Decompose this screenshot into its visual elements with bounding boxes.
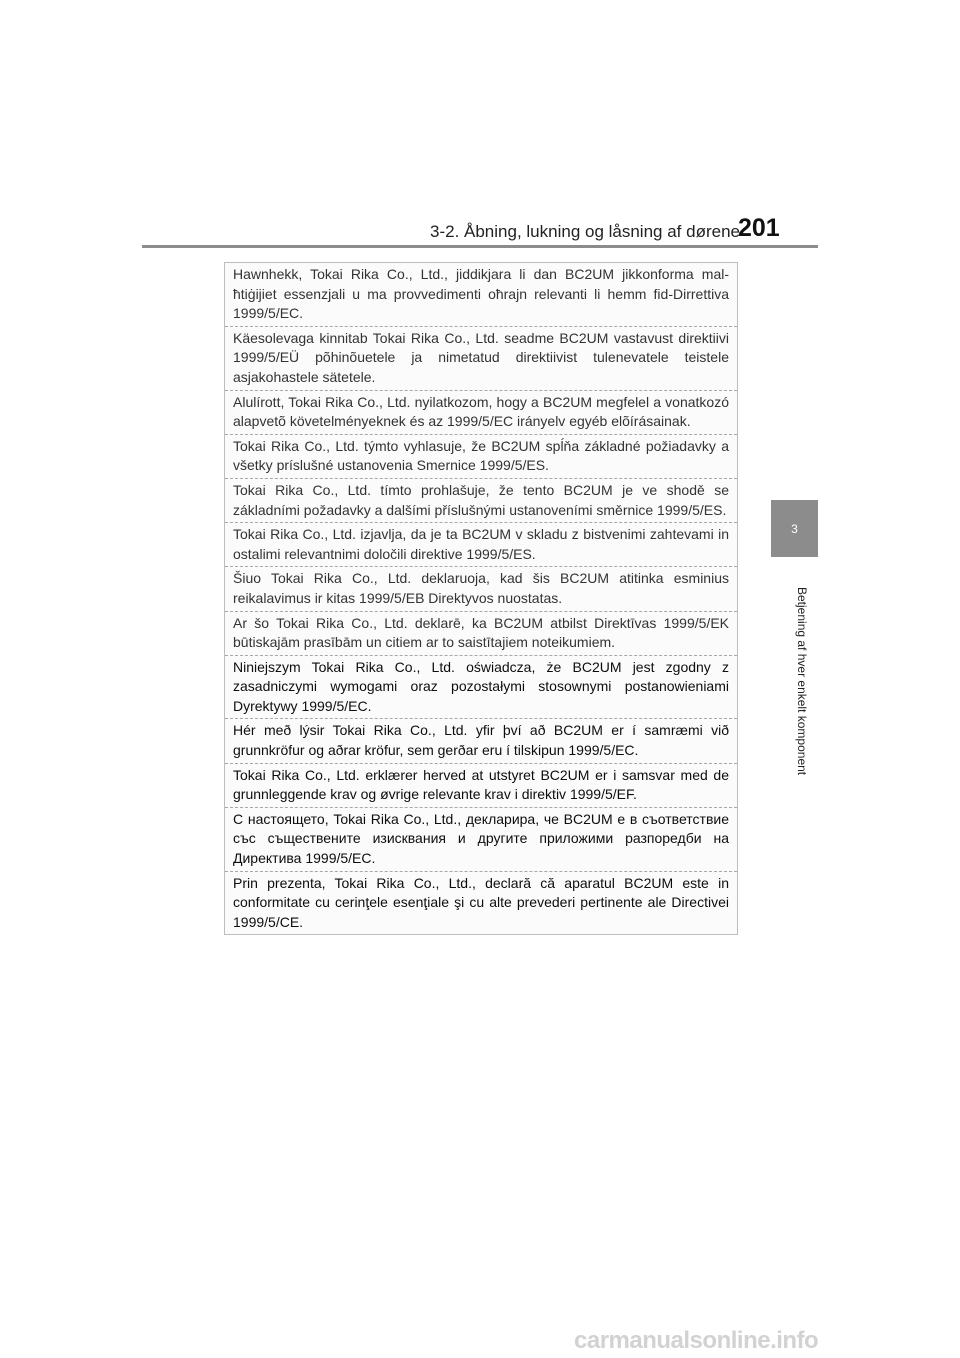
chapter-number: 3 xyxy=(791,521,798,536)
declaration-czech: Tokai Rika Co., Ltd. tímto prohlašuje, že tento BC2UM je ve shodě se základními požadavky a dalšími příslušnými ustanoveními směrnice 1999/5/ES. xyxy=(225,478,737,522)
chapter-label: Betjening af hver enkelt komponent xyxy=(795,586,809,776)
chapter-tab xyxy=(771,500,818,557)
declaration-icelandic: Hér með lýsir Tokai Rika Co., Ltd. yfir því að BC2UM er í samræmi við grunnkröfur og aðrar kröfur, sem gerðar eru í tilskipun 1999/5/EC. xyxy=(225,718,737,762)
declaration-estonian: Käesolevaga kinnitab Tokai Rika Co., Ltd. seadme BC2UM vastavust direktiivi 1999/5/EÜ põhinõuetele ja nimetatud direktiivist tulenevatele teistele asjakohastele sätetele. xyxy=(225,326,737,390)
declaration-bulgarian: С настоящето, Tokai Rika Co., Ltd., декларира, че BC2UM е в съответствие със съществените изисквания и другите приложими разпоредби на Директива 1999/5/ЕС. xyxy=(225,807,737,871)
declaration-hungarian: Alulírott, Tokai Rika Co., Ltd. nyilatkozom, hogy a BC2UM megfelel a vonatkozó alapvetõ követelményeknek és az 1999/5/EC irányelv egyéb elõírásainak. xyxy=(225,390,737,434)
section-title: 3-2. Åbning, lukning og låsning af dørene xyxy=(430,222,740,241)
declaration-slovenian: Tokai Rika Co., Ltd. izjavlja, da je ta BC2UM v skladu z bistvenimi zahtevami in ostalimi relevantnimi določili direktive 1999/5/ES. xyxy=(225,522,737,566)
declaration-slovak: Tokai Rika Co., Ltd. týmto vyhlasuje, že BC2UM spĺňa základné požiadavky a všetky príslušné ustanovenia Smernice 1999/5/ES. xyxy=(225,434,737,478)
declaration-norwegian: Tokai Rika Co., Ltd. erklærer herved at utstyret BC2UM er i samsvar med de grunnleggende krav og øvrige relevante krav i direktiv 1999/5/EF. xyxy=(225,763,737,807)
declaration-polish: Niniejszym Tokai Rika Co., Ltd. oświadcza, że BC2UM jest zgodny z zasadniczymi wymogami oraz pozostałymi stosownymi postanowieniami Dyrektywy 1999/5/EC. xyxy=(225,655,737,719)
declarations-box xyxy=(224,262,738,935)
page-number: 201 xyxy=(738,214,780,242)
declaration-latvian: Ar šo Tokai Rika Co., Ltd. deklarē, ka BC2UM atbilst Direktīvas 1999/5/EK būtiskajām prasībām un citiem ar to saistītajiem noteikumiem. xyxy=(225,611,737,655)
declaration-maltese: Hawnhekk, Tokai Rika Co., Ltd., jiddikjara li dan BC2UM jikkonforma mal-ħtiġijiet essenzjali u ma provvedimenti oħrajn relevanti li hemm fid-Dirrettiva 1999/5/EC. xyxy=(233,266,729,322)
declaration-romanian: Prin prezenta, Tokai Rika Co., Ltd., declară că aparatul BC2UM este in conformitate cu cerinţele esenţiale şi cu alte prevederi pertinente ale Directivei 1999/5/CE. xyxy=(225,871,737,935)
header-divider xyxy=(142,245,818,248)
site-watermark: carmanualsonline.info xyxy=(574,1327,819,1354)
declaration-lithuanian: Šiuo Tokai Rika Co., Ltd. deklaruoja, kad šis BC2UM atitinka esminius reikalavimus ir kitas 1999/5/EB Direktyvos nuostatas. xyxy=(225,566,737,610)
